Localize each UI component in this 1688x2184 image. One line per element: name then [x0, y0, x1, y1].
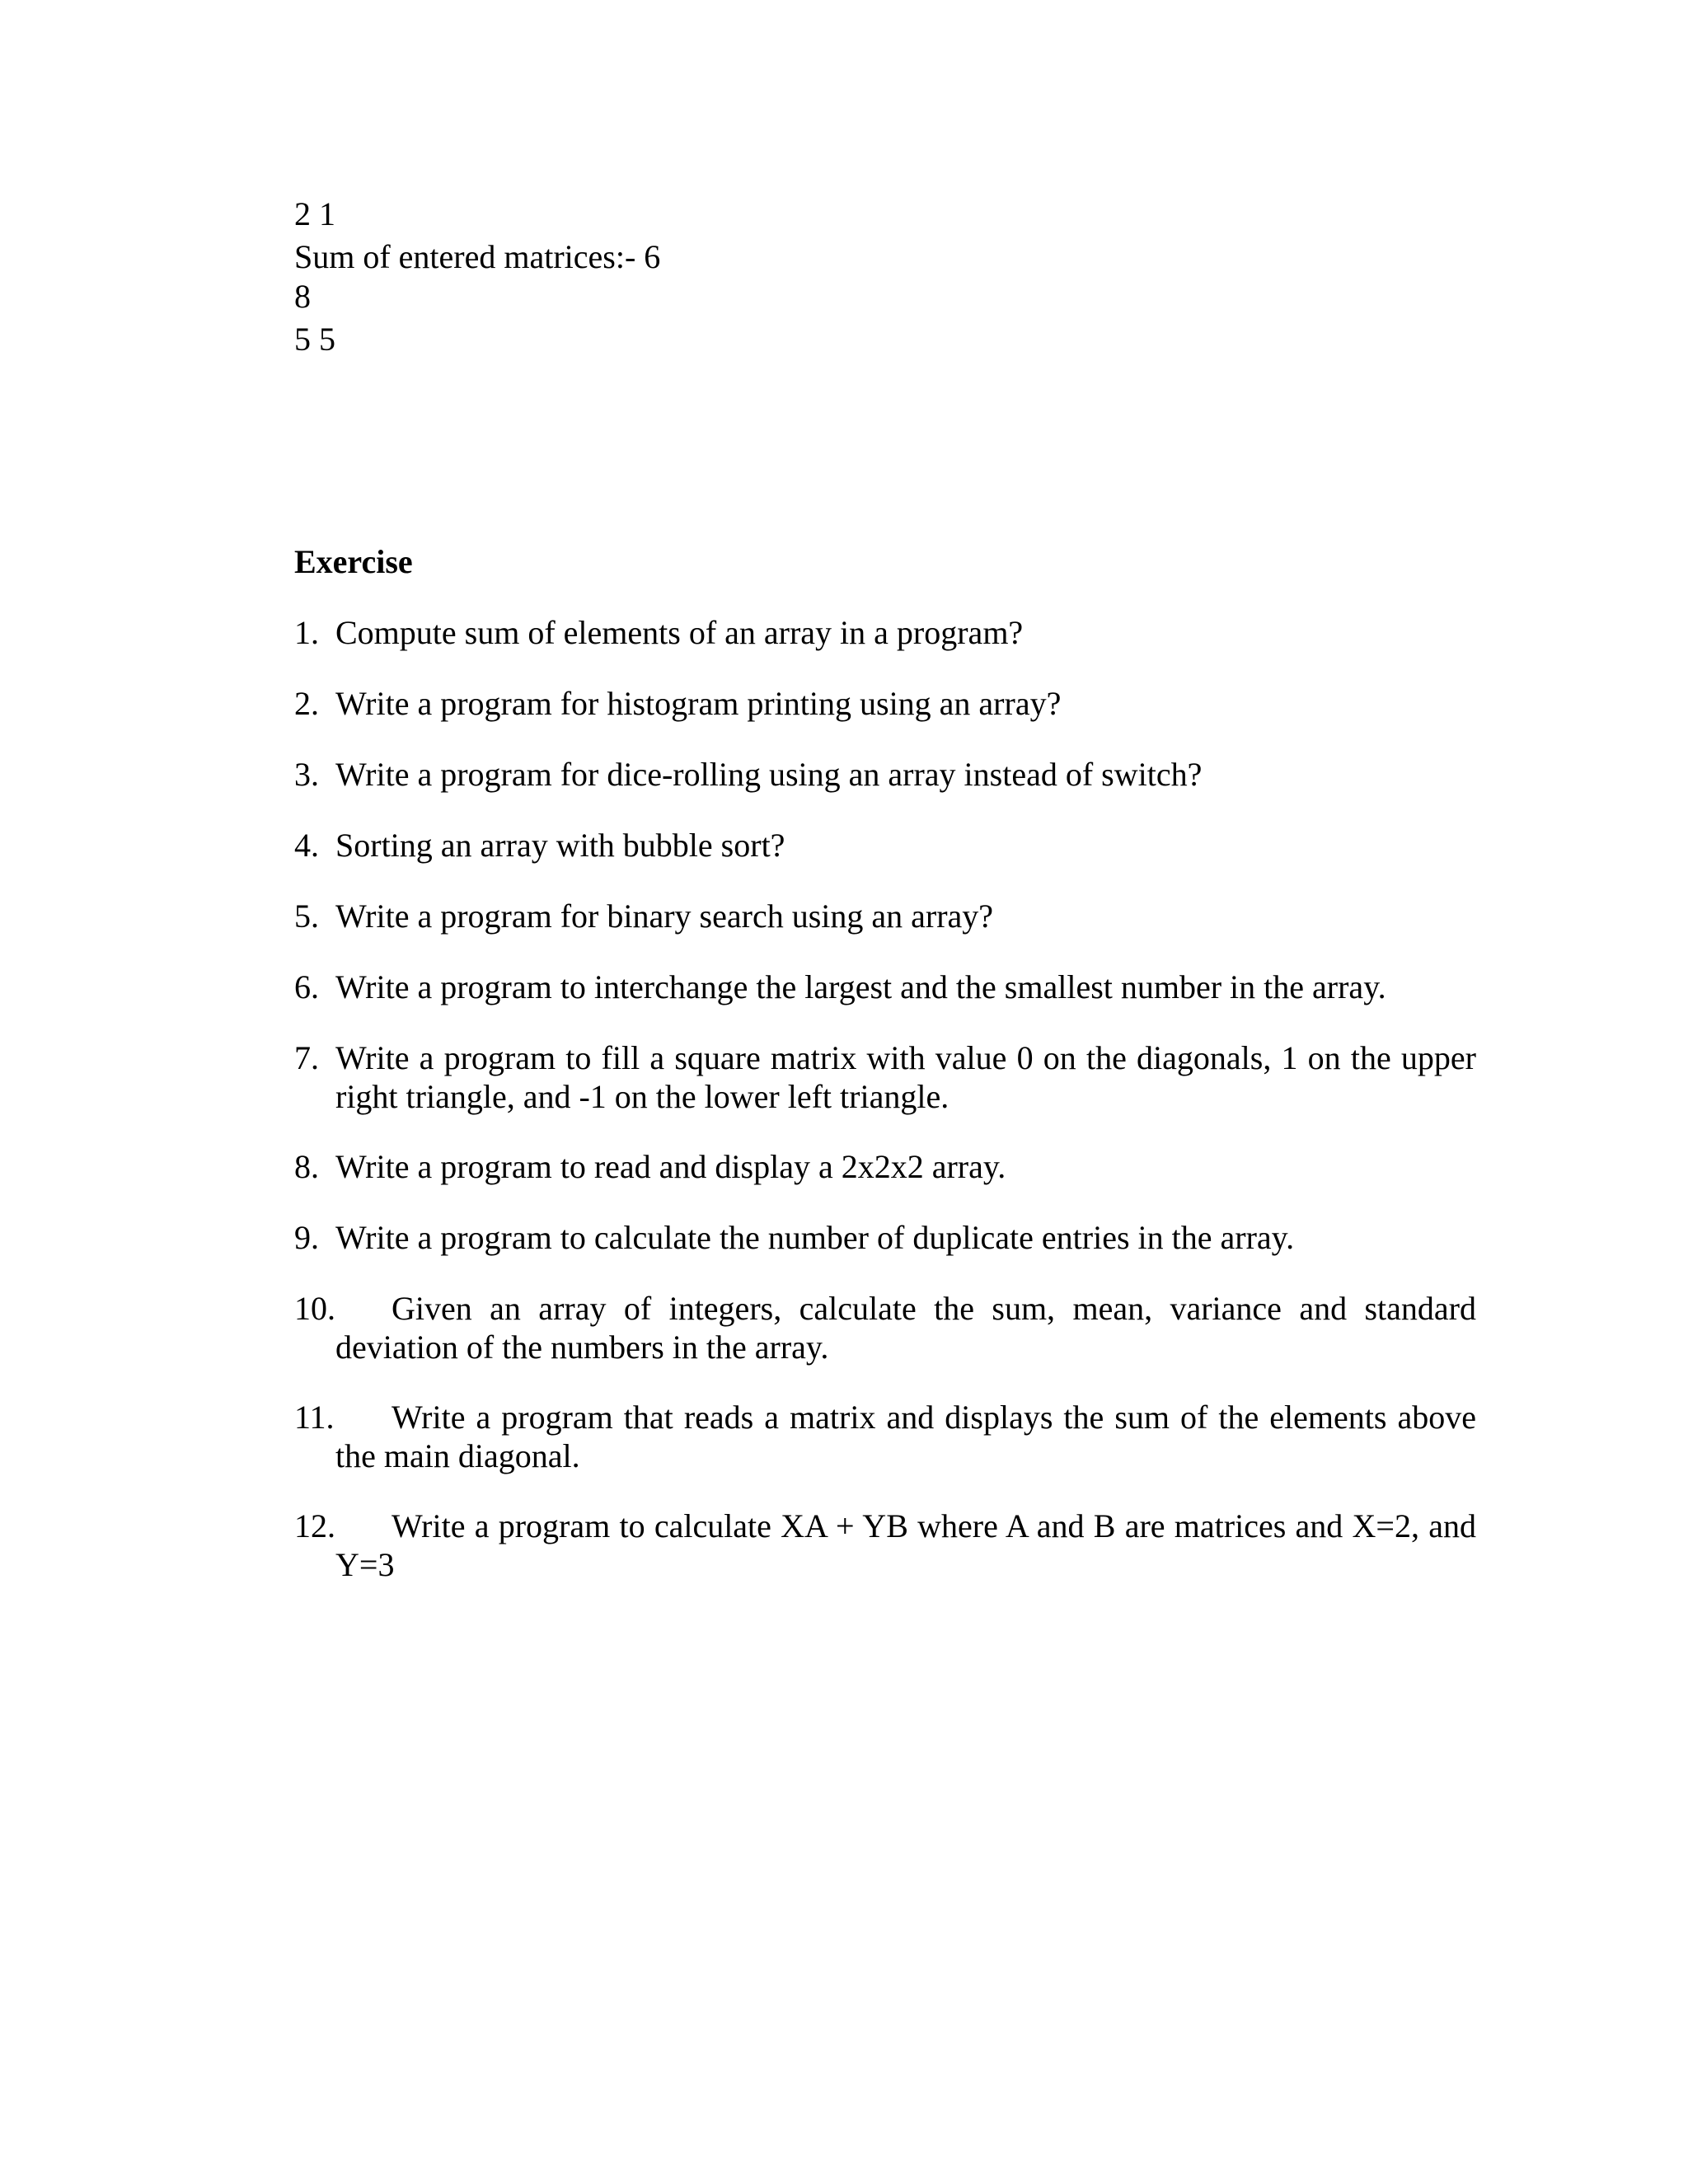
item-number: 10. [294, 1290, 335, 1327]
item-text: Write a program that reads a matrix and displays the sum of the elements above [392, 1399, 1476, 1436]
item-first-line [294, 1289, 1476, 1328]
item-number: 2. [294, 685, 319, 722]
item-number: 8. [294, 1148, 319, 1185]
exercise-item-11 [294, 1398, 1476, 1475]
item-number: 4. [294, 827, 319, 864]
item-first-line [294, 1507, 1476, 1545]
item-text: Write a program to read and display a 2x2x2 array. [335, 1148, 1006, 1185]
item-number: 6. [294, 968, 319, 1005]
item-continuation: right triangle, and -1 on the lower left triangle. [335, 1078, 950, 1115]
item-text: Compute sum of elements of an array in a program? [335, 614, 1024, 651]
output-line-1: 2 1 [294, 195, 335, 232]
exercise-item-10 [294, 1289, 1476, 1366]
item-text: Write a program to calculate the number of duplicate entries in the array. [335, 1219, 1295, 1256]
item-continuation: Y=3 [335, 1546, 395, 1583]
item-continuation: the main diagonal. [335, 1437, 580, 1474]
exercise-item-6 [294, 968, 1476, 1006]
item-text: Write a program for dice-rolling using an array instead of switch? [335, 756, 1203, 793]
item-number: 7. [294, 1039, 319, 1076]
item-text: Given an array of integers, calculate the sum, mean, variance and standard [392, 1290, 1476, 1327]
item-text: Write a program to fill a square matrix with value 0 on the diagonals, 1 on the upper [335, 1039, 1476, 1076]
exercise-heading: Exercise [294, 543, 413, 580]
exercise-item-4 [294, 826, 1476, 865]
exercise-item-12 [294, 1507, 1476, 1584]
exercise-item-7 [294, 1038, 1476, 1116]
item-number: 3. [294, 756, 319, 793]
output-line-4: 5 5 [294, 321, 335, 358]
exercise-item-3 [294, 755, 1476, 794]
exercise-item-1 [294, 613, 1476, 652]
item-text: Write a program to calculate XA + YB where A and B are matrices and X=2, and [392, 1507, 1476, 1544]
item-text: Write a program for binary search using an array? [335, 898, 994, 935]
item-number: 5. [294, 898, 319, 935]
item-number: 12. [294, 1507, 335, 1544]
item-first-line [294, 1398, 1476, 1436]
item-first-line [294, 1038, 1476, 1077]
output-line-3: 8 [294, 278, 311, 315]
output-line-2: Sum of entered matrices:- 6 [294, 238, 661, 275]
item-text: Sorting an array with bubble sort? [335, 827, 785, 864]
exercise-item-9 [294, 1218, 1476, 1257]
exercise-item-5 [294, 897, 1476, 935]
exercise-item-2 [294, 684, 1476, 723]
item-text: Write a program for histogram printing using an array? [335, 685, 1062, 722]
item-number: 1. [294, 614, 319, 651]
exercise-item-8 [294, 1147, 1476, 1186]
item-number: 11. [294, 1399, 335, 1436]
item-number: 9. [294, 1219, 319, 1256]
item-continuation: deviation of the numbers in the array. [335, 1329, 829, 1366]
item-text: Write a program to interchange the largest and the smallest number in the array. [335, 968, 1386, 1005]
